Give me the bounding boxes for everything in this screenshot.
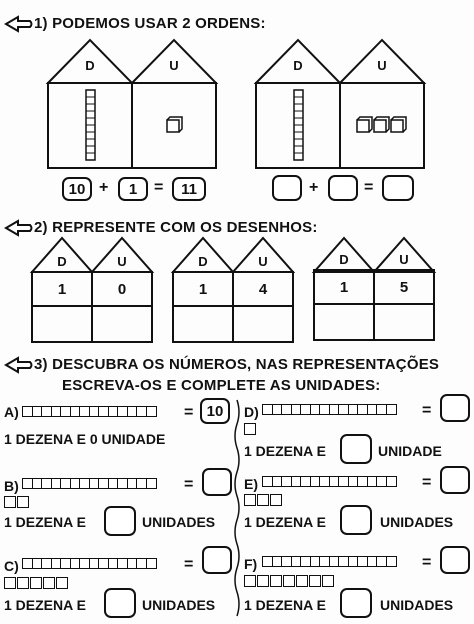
item-a-tens-rod: [22, 406, 155, 417]
s1-left-tens-label: D: [85, 58, 95, 73]
item-a-answer-box[interactable]: 10: [200, 398, 230, 424]
s1-left-units-box[interactable]: 1: [118, 177, 148, 201]
s2-house3-units-value: 5: [399, 279, 409, 296]
equals-sign: =: [364, 179, 374, 196]
plus-sign: +: [99, 179, 109, 196]
s1-right-tens-label: D: [293, 58, 303, 73]
item-b-tens-rod: [22, 478, 155, 489]
s1-right-units-label: U: [377, 58, 387, 73]
item-b-answer-box[interactable]: [202, 468, 232, 496]
s1-left-units-label: U: [169, 58, 179, 73]
item-e-unidades: UNIDADES: [380, 514, 454, 530]
item-f-text: 1 DEZENA E: [244, 597, 326, 613]
s1-right-tens-box[interactable]: [272, 175, 302, 201]
item-c-letter: C): [4, 558, 19, 574]
item-d-letter: D): [244, 404, 259, 420]
item-e-answer-box[interactable]: [440, 466, 470, 494]
equals-sign: =: [154, 179, 164, 196]
equals-sign: =: [184, 404, 194, 421]
s2-house1-units-value: 0: [117, 281, 127, 298]
section2-title: 2) REPRESENTE COM OS DESENHOS:: [34, 219, 318, 236]
s2-house3-tens-value: 1: [339, 279, 349, 296]
item-d-text: 1 DEZENA E: [244, 443, 326, 459]
item-f-answer-box[interactable]: [440, 546, 470, 574]
item-c-tens-rod: [22, 558, 155, 569]
item-e-letter: E): [244, 476, 258, 492]
item-f-tens-rod: [262, 556, 395, 567]
item-b-text: 1 DEZENA E: [4, 514, 86, 530]
pointing-hand-icon: [4, 356, 34, 374]
item-b-unidades: UNIDADES: [142, 514, 216, 530]
s2-house2-units-label: U: [258, 254, 268, 269]
s2-house1-drawing-area[interactable]: [33, 307, 151, 341]
item-d-units-box[interactable]: [340, 434, 372, 464]
s2-house2-tens-value: 1: [198, 281, 208, 298]
s2-house2-drawing-area[interactable]: [174, 307, 292, 341]
item-b-letter: B): [4, 478, 19, 494]
item-f-units-box[interactable]: [340, 588, 372, 618]
s2-house1-tens-label: D: [57, 254, 67, 269]
s2-house3-tens-label: D: [339, 252, 349, 267]
item-c-text: 1 DEZENA E: [4, 597, 86, 613]
item-c-answer-box[interactable]: [202, 546, 232, 574]
item-c-unit-cubes: [4, 577, 68, 589]
section3-title-line2: ESCREVA-OS E COMPLETE AS UNIDADES:: [62, 377, 381, 394]
s1-left-tens-box[interactable]: 10: [62, 177, 92, 201]
item-e-unit-cubes: [244, 494, 282, 506]
s2-house2-tens-label: D: [198, 254, 208, 269]
s1-right-units-box[interactable]: [328, 175, 358, 201]
equals-sign: =: [184, 476, 194, 493]
plus-sign: +: [309, 179, 319, 196]
item-d-unit-cubes: [244, 423, 256, 435]
s1-right-result-box[interactable]: [382, 175, 414, 201]
item-d-tens-rod: [262, 404, 395, 415]
item-c-units-box[interactable]: [104, 588, 136, 618]
s1-left-result-box[interactable]: 11: [172, 177, 206, 201]
item-e-units-box[interactable]: [340, 505, 372, 535]
item-f-letter: F): [244, 556, 258, 572]
s2-house3-units-label: U: [399, 252, 409, 267]
item-e-text: 1 DEZENA E: [244, 514, 326, 530]
s2-house1-units-label: U: [117, 254, 127, 269]
section1-title: 1) PODEMOS USAR 2 ORDENS:: [34, 15, 266, 32]
item-f-unidades: UNIDADES: [380, 597, 454, 613]
equals-sign: =: [422, 554, 432, 571]
s2-house1-tens-value: 1: [57, 281, 67, 298]
pointing-hand-icon: [4, 219, 34, 237]
item-a-text: 1 DEZENA E 0 UNIDADE: [4, 431, 166, 447]
item-a-letter: A): [4, 404, 19, 420]
equals-sign: =: [422, 474, 432, 491]
section3-title-line1: 3) DESCUBRA OS NÚMEROS, NAS REPRESENTAÇÕES: [34, 356, 440, 373]
item-f-unit-cubes: [244, 575, 334, 587]
item-d-answer-box[interactable]: [440, 394, 470, 422]
pointing-hand-icon: [4, 15, 34, 33]
equals-sign: =: [422, 402, 432, 419]
item-e-tens-rod: [262, 476, 395, 487]
item-c-unidades: UNIDADES: [142, 597, 216, 613]
item-b-unit-cubes: [4, 496, 29, 508]
s2-house2-units-value: 4: [258, 281, 268, 298]
item-b-units-box[interactable]: [104, 506, 136, 536]
item-d-unidade: UNIDADE: [378, 443, 442, 459]
s2-house3-drawing-area[interactable]: [315, 305, 433, 339]
equals-sign: =: [184, 556, 194, 573]
